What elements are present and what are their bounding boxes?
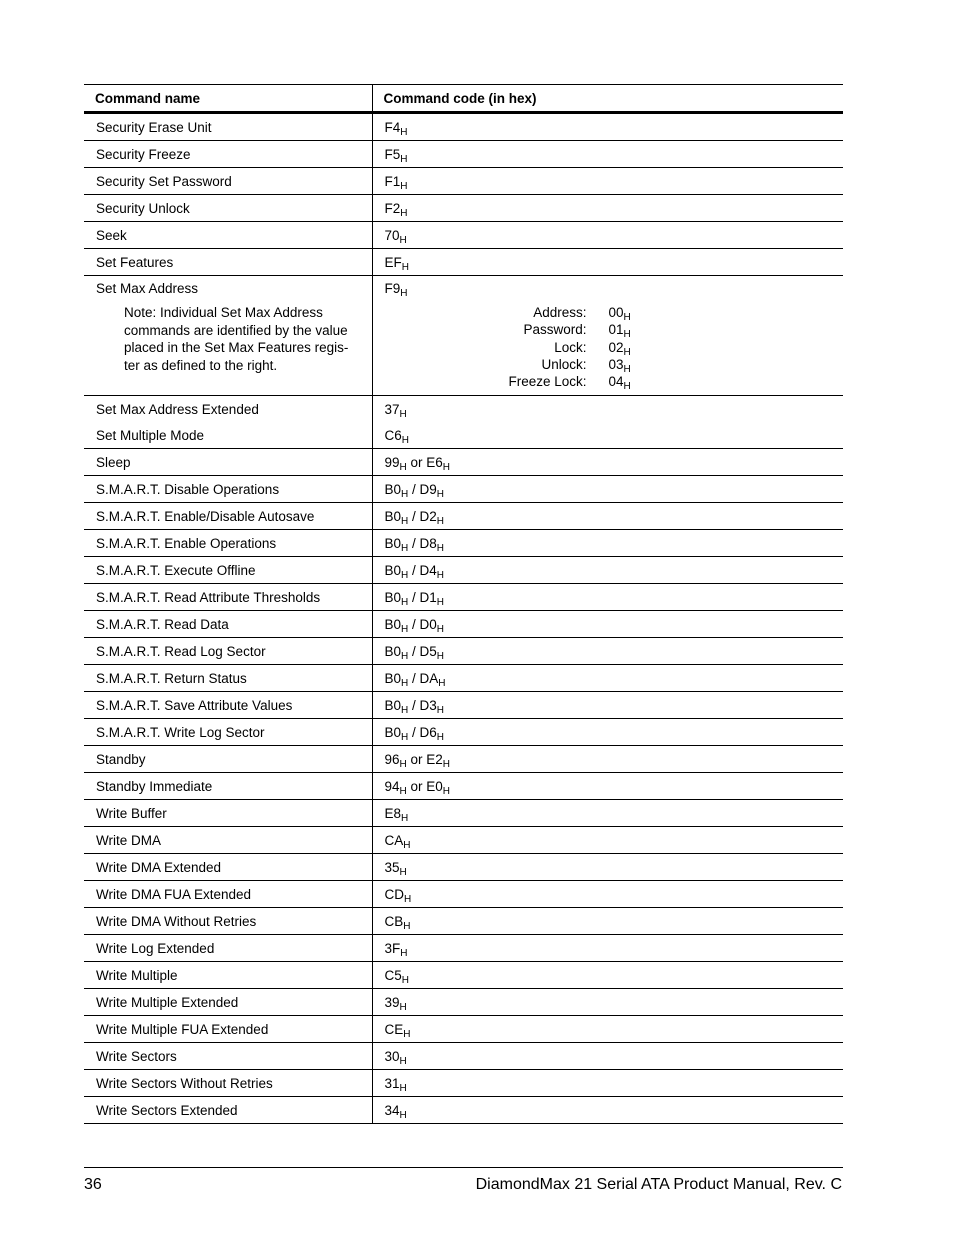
subvalue-label: Freeze Lock:: [508, 374, 587, 390]
command-name-cell: S.M.A.R.T. Read Log Sector: [84, 638, 372, 665]
command-name-cell: Set Max Address Extended: [96, 401, 259, 417]
code-value-part: B0: [384, 481, 402, 497]
subvalue-code: [608, 321, 637, 341]
command-code-cell: [372, 476, 843, 503]
command-name-cell: Write DMA FUA Extended: [84, 881, 372, 908]
code-value-part: B0: [384, 535, 402, 551]
command-code-cell: [372, 881, 843, 908]
command-name-cell: Security Unlock: [84, 195, 372, 222]
command-name-cell: Write Multiple Extended: [84, 989, 372, 1016]
command-code-cell: [372, 773, 843, 800]
code-suffix: H: [401, 812, 409, 824]
table-row: [84, 881, 843, 908]
code-suffix: H: [436, 704, 444, 716]
footer-divider: [84, 1167, 843, 1168]
command-name-cell: Write Sectors Without Retries: [84, 1070, 372, 1097]
code-value-part: CB: [384, 913, 404, 929]
code-value-part: 30: [384, 1048, 400, 1064]
code-suffix: H: [436, 569, 444, 581]
code-value-part: / D4: [408, 562, 437, 578]
command-name-cell: Security Freeze: [84, 141, 372, 168]
table-row: [84, 854, 843, 881]
command-code-cell: [372, 530, 843, 557]
command-name-cell: Security Set Password: [84, 168, 372, 195]
code-value-part: B0: [384, 697, 402, 713]
table-row: [84, 1016, 843, 1043]
code-suffix: H: [401, 731, 409, 743]
subvalue-label: Password:: [523, 322, 587, 338]
code-suffix: H: [623, 364, 631, 376]
command-code-cell: [372, 935, 843, 962]
command-name-cell: S.M.A.R.T. Save Attribute Values: [84, 692, 372, 719]
table-row: [84, 611, 843, 638]
code-value-part: / D9: [408, 481, 437, 497]
command-code-cell: [372, 1070, 843, 1097]
command-name-cell: S.M.A.R.T. Execute Offline: [84, 557, 372, 584]
code-value-part: 39: [384, 994, 400, 1010]
code-value-part: F9: [384, 281, 401, 296]
code-value-part: / D1: [408, 589, 437, 605]
command-name-cell: Security Erase Unit: [84, 113, 372, 141]
code-value-part: CE: [384, 1021, 404, 1037]
subvalue-row: [437, 304, 637, 321]
command-name-cell: Sleep: [84, 449, 372, 476]
table-row: [84, 476, 843, 503]
code-value-part: EF: [384, 254, 402, 270]
code-suffix: H: [401, 261, 409, 273]
command-name: Set Max Address: [96, 281, 199, 296]
code-suffix: H: [401, 569, 409, 581]
set-max-subvalues: [437, 304, 637, 393]
footer-document-title: DiamondMax 21 Serial ATA Product Manual, Rev. C: [475, 1176, 842, 1193]
code-suffix: H: [403, 1028, 411, 1040]
code-value-part: 96: [384, 751, 400, 767]
command-name-cell: S.M.A.R.T. Return Status: [84, 665, 372, 692]
subvalue-code: [608, 304, 637, 324]
code-suffix: H: [399, 1082, 407, 1094]
code-value-part: B0: [384, 562, 402, 578]
code-value-part: 00: [608, 305, 624, 321]
code-value-part: F2: [384, 200, 401, 216]
code-value-part: 3F: [384, 940, 401, 956]
table-row: [84, 962, 843, 989]
code-suffix: H: [438, 677, 446, 689]
note-line: placed in the Set Max Features regis-: [124, 340, 349, 355]
code-value-part: F1: [384, 173, 401, 189]
command-code-cell: [372, 1016, 843, 1043]
code-suffix: H: [400, 153, 408, 165]
code-value-part: C6: [384, 427, 402, 443]
command-name-cell: S.M.A.R.T. Enable Operations: [84, 530, 372, 557]
command-code-cell: [372, 449, 843, 476]
command-code-table: [84, 84, 843, 1124]
table-row: [84, 773, 843, 800]
table-row: [84, 276, 843, 396]
table-row: [84, 935, 843, 962]
command-code-cell: [372, 719, 843, 746]
code-value-part: / D2: [408, 508, 437, 524]
table-row: [84, 719, 843, 746]
command-code-cell: [372, 113, 843, 141]
code-suffix: H: [442, 785, 451, 797]
command-code-table-container: [84, 84, 843, 1124]
table-body: [84, 113, 843, 1124]
code-value-part: B0: [384, 589, 402, 605]
code-value-part: B0: [384, 508, 402, 524]
table-row: [84, 557, 843, 584]
code-value-part: 70: [384, 227, 400, 243]
subvalue-code: [608, 373, 637, 393]
code-suffix: H: [399, 408, 407, 420]
code-value-part: / D0: [408, 616, 437, 632]
code-suffix: H: [400, 207, 408, 219]
code-value-part: 37: [384, 401, 400, 417]
code-suffix: H: [400, 180, 408, 192]
command-code-cell: [372, 692, 843, 719]
command-name-cell: Write Multiple FUA Extended: [84, 1016, 372, 1043]
code-suffix: H: [401, 596, 409, 608]
code-value-part: 01: [608, 322, 624, 338]
command-name-cell: S.M.A.R.T. Disable Operations: [84, 476, 372, 503]
code-suffix: H: [401, 542, 409, 554]
code-suffix: H: [399, 234, 407, 246]
command-name-cell: Standby: [84, 746, 372, 773]
code-value-part: B0: [384, 670, 402, 686]
command-code-cell: [372, 827, 843, 854]
page-number: 36: [84, 1176, 102, 1193]
command-name-cell: Write DMA Without Retries: [84, 908, 372, 935]
command-name-cell: Seek: [84, 222, 372, 249]
command-name-cell: Write DMA: [84, 827, 372, 854]
code-suffix: H: [401, 677, 409, 689]
header-command-code: Command code (in hex): [372, 85, 843, 113]
subvalue-row: [437, 373, 637, 390]
command-name-cell: S.M.A.R.T. Write Log Sector: [84, 719, 372, 746]
code-suffix: H: [404, 893, 412, 905]
code-suffix: H: [403, 839, 411, 851]
code-value-part: / D3: [408, 697, 437, 713]
code-suffix: H: [401, 515, 409, 527]
subvalue-row: [437, 339, 637, 356]
table-row: [84, 800, 843, 827]
code-value-part: / D5: [408, 643, 437, 659]
code-value-part: 04: [608, 374, 624, 390]
table-row: [84, 827, 843, 854]
code-value-part: C5: [384, 967, 402, 983]
command-code-cell: [372, 396, 843, 423]
code-value-part: / D8: [408, 535, 437, 551]
subvalue-code: [609, 339, 637, 356]
subvalue-label: Lock:: [554, 339, 587, 355]
command-name-cell: Write Multiple: [84, 962, 372, 989]
code-suffix: H: [442, 758, 451, 770]
code-suffix: H: [436, 596, 444, 608]
command-code-cell: [372, 584, 843, 611]
code-suffix: H: [436, 488, 444, 500]
note-line: ter as defined to the right.: [124, 357, 278, 373]
command-code-cell: [372, 611, 843, 638]
code-value-part: E8: [384, 805, 402, 821]
code-value-part: 03: [608, 357, 624, 373]
table-row: [84, 908, 843, 935]
code-value-part: 34: [384, 1102, 400, 1118]
code-value-part: / D6: [408, 724, 437, 740]
command-code-cell: [372, 1097, 843, 1124]
code-value-part: or E6: [406, 454, 443, 470]
subvalue-row: [437, 321, 637, 338]
code-value-part: B0: [384, 616, 402, 632]
command-code-cell: [372, 1043, 843, 1070]
command-code-cell: [372, 638, 843, 665]
code-suffix: H: [623, 346, 631, 358]
table-row: [84, 1070, 843, 1097]
subvalue-label: Unlock:: [541, 357, 587, 373]
table-header-row: [84, 85, 843, 113]
code-suffix: H: [623, 381, 631, 393]
code-value-part: 94: [384, 778, 400, 794]
table-row: [84, 396, 843, 423]
table-row: [84, 692, 843, 719]
note-line: Note: Individual Set Max Address: [124, 305, 323, 320]
code-suffix: H: [401, 623, 409, 635]
command-name-cell: Write Sectors Extended: [84, 1097, 372, 1124]
code-value-part: or E2: [406, 751, 443, 767]
code-suffix: H: [399, 866, 407, 878]
table-row: [84, 989, 843, 1016]
table-row: [84, 503, 843, 530]
code-suffix: H: [436, 542, 444, 554]
code-suffix: H: [399, 785, 407, 797]
code-suffix: H: [399, 758, 407, 770]
command-code-cell: [372, 746, 843, 773]
table-row: [84, 195, 843, 222]
code-value-part: / DA: [408, 670, 439, 686]
command-code-cell: [372, 989, 843, 1016]
command-code: [384, 281, 844, 299]
command-code-cell: [372, 141, 843, 168]
command-name-cell: Set Features: [84, 249, 372, 276]
code-suffix: H: [436, 623, 444, 635]
code-suffix: H: [401, 434, 409, 446]
code-suffix: H: [401, 974, 409, 986]
command-name-cell: Write Sectors: [84, 1043, 372, 1070]
command-code-cell: [372, 854, 843, 881]
code-suffix: H: [401, 704, 409, 716]
table-row: [84, 222, 843, 249]
code-suffix: H: [400, 288, 408, 299]
code-value-part: 31: [384, 1075, 400, 1091]
table-row: [84, 584, 843, 611]
code-suffix: H: [399, 461, 407, 473]
table-row: [84, 1097, 843, 1124]
code-suffix: H: [623, 312, 631, 324]
command-note: [124, 304, 372, 374]
code-suffix: H: [401, 650, 409, 662]
code-suffix: H: [436, 731, 444, 743]
table-row: [84, 746, 843, 773]
command-code-cell: [372, 195, 843, 222]
command-code-cell: [372, 249, 843, 276]
subvalue-label: Address:: [533, 305, 587, 321]
table-row: [84, 141, 843, 168]
command-name-cell: Write Buffer: [84, 800, 372, 827]
command-code-cell: [372, 422, 843, 449]
command-name-cell: S.M.A.R.T. Enable/Disable Autosave: [84, 503, 372, 530]
note-line: commands are identified by the value: [124, 322, 348, 338]
command-code-cell: [372, 503, 843, 530]
command-name-cell: S.M.A.R.T. Read Data: [84, 611, 372, 638]
command-code-cell: [372, 557, 843, 584]
code-value-part: or E0: [406, 778, 443, 794]
command-code-cell: [372, 962, 843, 989]
command-name-cell: [84, 276, 372, 396]
command-name-cell: Set Multiple Mode: [84, 422, 372, 449]
subvalue-row: [437, 356, 637, 373]
table-row: [84, 249, 843, 276]
code-suffix: H: [623, 329, 631, 341]
table-row: [84, 638, 843, 665]
code-suffix: H: [399, 1055, 407, 1067]
command-code-cell: [372, 168, 843, 195]
code-suffix: H: [436, 650, 444, 662]
command-code-cell: [372, 800, 843, 827]
command-code-cell: [372, 908, 843, 935]
code-suffix: H: [401, 488, 409, 500]
header-command-name: Command name: [95, 90, 201, 106]
command-code-cell: [372, 665, 843, 692]
command-code-cell: [372, 222, 843, 249]
table-row: [84, 422, 843, 449]
command-name-cell: Write DMA Extended: [84, 854, 372, 881]
command-code-cell: [372, 276, 843, 396]
code-value-part: B0: [384, 724, 402, 740]
table-row: [84, 665, 843, 692]
code-value-part: CD: [384, 886, 404, 902]
subvalue-code: [608, 356, 637, 376]
code-suffix: H: [403, 920, 411, 932]
code-suffix: H: [436, 515, 444, 527]
table-row: [84, 530, 843, 557]
code-suffix: H: [400, 126, 408, 138]
code-value-part: 02: [608, 339, 624, 355]
table-row: [84, 449, 843, 476]
code-value-part: 99: [384, 454, 400, 470]
code-suffix: H: [399, 1109, 407, 1121]
command-name-cell: Standby Immediate: [84, 773, 372, 800]
code-suffix: H: [400, 947, 408, 959]
command-name-cell: Write Log Extended: [84, 935, 372, 962]
code-value-part: F4: [384, 119, 401, 135]
code-suffix: H: [399, 1001, 407, 1013]
code-value-part: CA: [384, 832, 404, 848]
code-value-part: F5: [384, 146, 401, 162]
command-name-cell: S.M.A.R.T. Read Attribute Thresholds: [84, 584, 372, 611]
table-row: [84, 1043, 843, 1070]
code-value-part: 35: [384, 859, 400, 875]
code-suffix: H: [442, 461, 451, 473]
table-row: [84, 168, 843, 195]
table-row: [84, 113, 843, 141]
code-value-part: B0: [384, 643, 402, 659]
